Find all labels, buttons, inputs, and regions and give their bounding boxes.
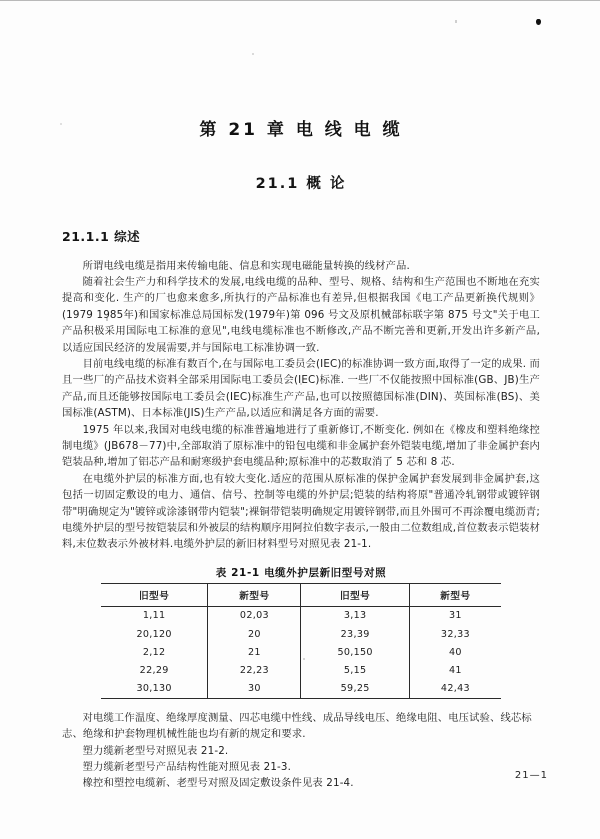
table-row bbox=[101, 606, 501, 625]
cell-new-model-1: 21 bbox=[208, 643, 301, 661]
cell-old-model-2: 23,39 bbox=[301, 625, 409, 643]
column-header-old-model-1: 旧型号 bbox=[101, 583, 208, 606]
cell-old-model-1: 22,29 bbox=[139, 664, 169, 676]
cell-old-model-2: 3,13 bbox=[301, 606, 409, 625]
table-section bbox=[62, 565, 540, 699]
table-row bbox=[101, 643, 501, 661]
cable-model-comparison-table bbox=[101, 583, 501, 699]
paragraph: 对电缆工作温度、绝缘厚度测量、四芯电缆中性线、成品导线电压、绝缘电阻、电压试验、线芯标志、绝缘和护套物理机械性能也均有新的规定和要求. bbox=[62, 711, 532, 741]
subsection-title: 21.1.1 综述 bbox=[62, 229, 141, 244]
page-number: 21—1 bbox=[514, 770, 548, 781]
table-header bbox=[101, 583, 501, 606]
paragraph: 随着社会生产力和科学技术的发展,电线电缆的品种、型号、规格、结构和生产范围也不断地在充实提高和变化. 生产的厂也愈来愈多,所执行的产品标准也有差异,但根据我国《电工产品更新换代规则》(1979 1985年)和国家标准总局国标发(1979年)第 096 号文及原机械部标联字第 875 号文"关于电工产品积极采用国际电工标准的意见",电线电缆标准也不断修改,产品不断完善和更新,开发出许多新产品,以适应国民经济的发展需要,并与国际电工标准协调一致. bbox=[62, 275, 540, 354]
cell-new-model-1: 02,03 bbox=[208, 606, 301, 625]
page-content bbox=[62, 0, 540, 792]
cell-new-model-1: 22,23 bbox=[208, 661, 301, 679]
column-header-new-model-2: 新型号 bbox=[409, 583, 501, 606]
paragraph: 所谓电线电缆是指用来传输电能、信息和实现电磁能量转换的线材产品. bbox=[82, 259, 410, 272]
cell-old-model-1: 30,130 bbox=[101, 680, 208, 699]
cell-new-model-1: 30 bbox=[208, 680, 301, 699]
column-header-new-model-1: 新型号 bbox=[208, 583, 301, 606]
reference-line: 塑力缆新老型号产品结构性能对照见表 21-3. bbox=[82, 760, 292, 773]
body-paragraphs bbox=[62, 258, 540, 553]
cell-old-model-1: 1,11 bbox=[142, 610, 166, 622]
paragraph: 1975 年以来,我国对电线电缆的标准普遍地进行了重新修订,不断变化. 例如在《橡皮和塑料绝缘控制电缆》(JB678－77)中,全部取消了原标准中的铅包电缆和非金属护套外铠装电缆,增加了非金属护套内铠装品种,增加了铝芯产品和耐寒级护套电缆品种;原标准中的芯数取消了 5 芯和 8 芯. bbox=[62, 423, 540, 469]
cell-old-model-2: 59,25 bbox=[301, 680, 409, 699]
reference-line: 橡控和塑控电缆新、老型号对照及固定敷设条件见表 21-4. bbox=[82, 777, 354, 790]
table-header-row bbox=[101, 583, 501, 606]
cell-old-model-2: 5,15 bbox=[301, 661, 409, 679]
cell-new-model-1: 20 bbox=[208, 625, 301, 643]
paragraph: 在电缆外护层的标准方面,也有较大变化.适应的范围从原标准的保护金属护套发展到非金属护套,这包括一切固定敷设的电力、通信、信号、控制等电缆的外护层;铠装的结构将原"普通冷轧钢带或镀锌钢带"明确规定为"镀锌或涂漆钢带内铠装";裸铜带铠装明确规定用镀锌钢带,而且外围可不再涂覆电缆沥青;电缆外护层的型号按铠装层和外被层的结构顺序用阿拉伯数字表示,一般由二位数组成,首位数表示铠装材料,末位数表示外被材料.电缆外护层的新旧材料型号对照见表 21-1. bbox=[62, 472, 540, 551]
cell-old-model-2: 50,150 bbox=[301, 643, 409, 661]
paragraph: 目前电线电缆的标准有数百个,在与国际电工委员会(IEC)的标准协调一致方面,取得了一定的成果. 而且一些厂的产品技术资料全部采用国际电工委员会(IEC)标准. 一些厂不仅能按照中国标准(GB、JB)生产产品,而且还能够按国际电工委员会(IEC)标准生产产品,也可以按照德国标准(DIN)、英国标准(BS)、美国标准(ASTM)、日本标准(JIS)生产产品,以适应和满足各方面的需要. bbox=[62, 357, 540, 420]
table-row bbox=[101, 661, 501, 679]
cell-new-model-2: 31 bbox=[409, 606, 501, 625]
cell-old-model-1: 2,12 bbox=[142, 646, 166, 658]
table-body bbox=[101, 606, 501, 698]
cell-old-model-1: 20,120 bbox=[136, 628, 172, 640]
cell-new-model-2: 41 bbox=[409, 661, 501, 679]
chapter-title: 第 21 章 电 线 电 缆 bbox=[199, 120, 403, 140]
section-title: 21.1 概 论 bbox=[255, 176, 347, 192]
reference-line: 塑力缆新老型号对照见表 21-2. bbox=[82, 744, 229, 757]
cell-new-model-2: 42,43 bbox=[409, 680, 501, 699]
table-row bbox=[101, 680, 501, 699]
column-header-old-model-2: 旧型号 bbox=[301, 583, 409, 606]
table-caption: 表 21-1 电缆外护层新旧型号对照 bbox=[215, 566, 387, 579]
cell-new-model-2: 32,33 bbox=[409, 625, 501, 643]
table-row bbox=[101, 625, 501, 643]
cell-new-model-2: 40 bbox=[409, 643, 501, 661]
closing-paragraphs bbox=[62, 710, 540, 792]
